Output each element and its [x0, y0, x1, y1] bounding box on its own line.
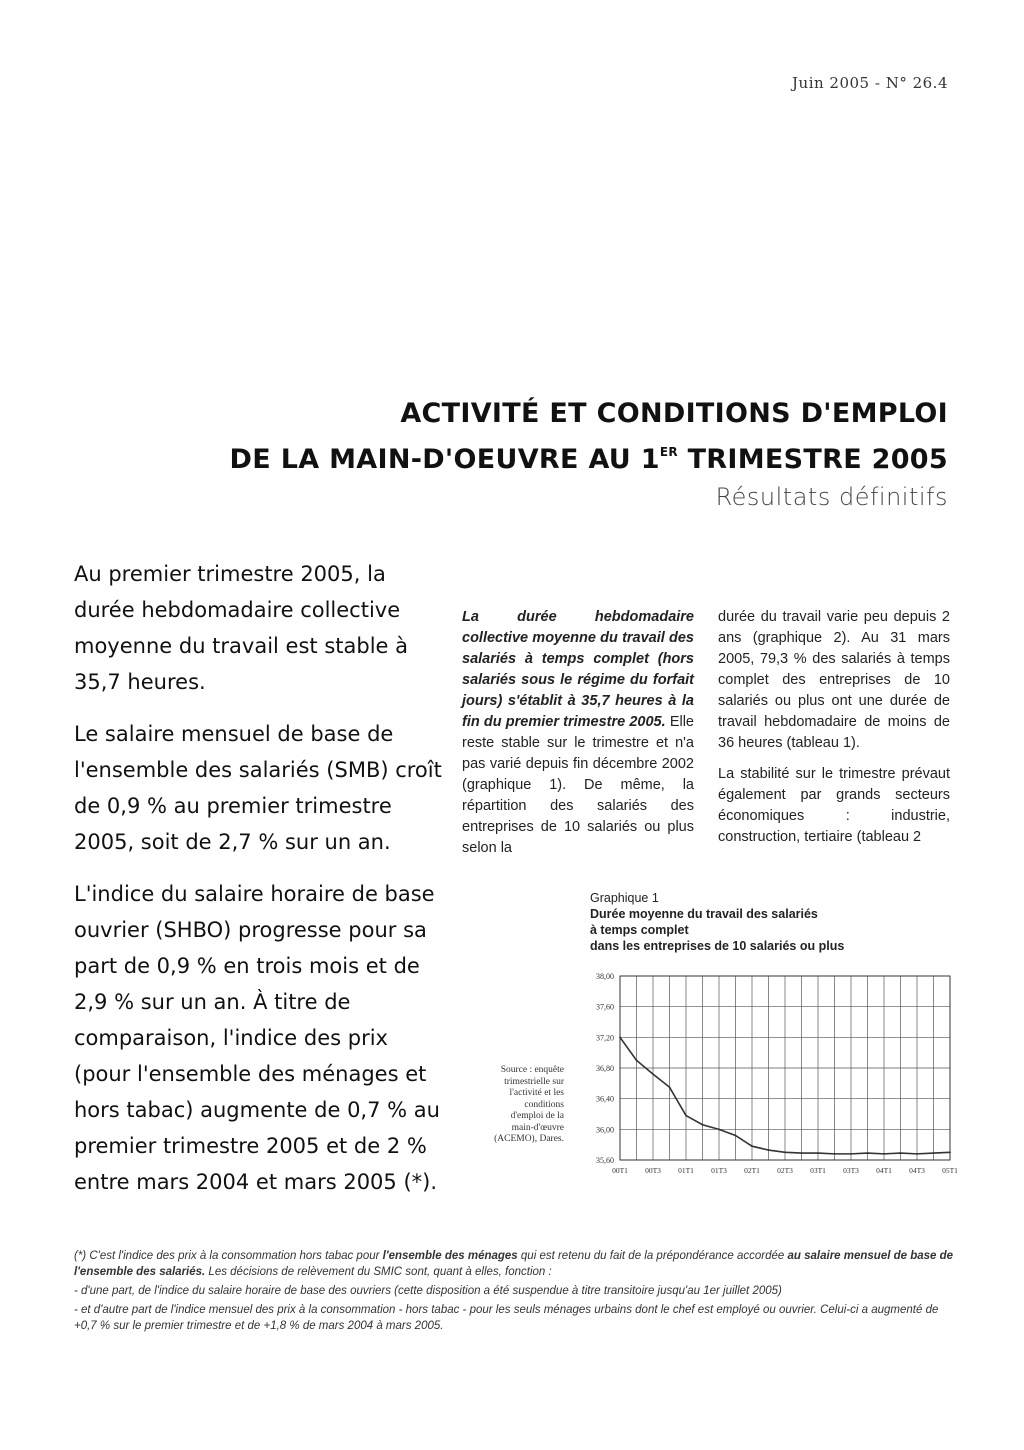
footnote — [74, 1248, 954, 1337]
data-point — [801, 1152, 803, 1154]
data-point — [817, 1152, 819, 1154]
page-subtitle: Résultats définitifs — [715, 483, 948, 511]
lead-text: La durée hebdomadaire collective moyenne du travail des salariés à temps complet (hors salariés sous le régime du forfait jours) s'établit à 35,7 heures à la fin du premier trimestre 2005. — [462, 609, 694, 730]
x-tick-label: 00T1 — [612, 1166, 628, 1175]
footnote-paragraph: (*) C'est l'indice des prix à la consommation hors tabac pour l'ensemble des ménages qui est retenu du fait de la prépondérance accordée au salaire mensuel de base de l'ensemble des salariés. Les décisions de relèvement du SMIC sont, quant à elles, fonction : — [74, 1250, 954, 1278]
data-point — [652, 1073, 654, 1075]
y-tick-label: 36,00 — [596, 1125, 614, 1135]
footnote-paragraph: - et d'autre part de l'indice mensuel des prix à la consommation - hors tabac - pour les seuls ménages urbains dont le chef est employé ou ouvrier. Celui-ci a augmenté de +0,7 % sur le premier trimestre et de +1,8 % de mars 2004 à mars 2005. — [74, 1304, 939, 1332]
body-paragraph: La stabilité sur le trimestre prévaut également par grands secteurs économiques : industrie, construction, tertiaire (tableau 2 — [718, 766, 950, 845]
data-point — [916, 1153, 918, 1155]
chart-label: Graphique 1 — [590, 891, 659, 905]
title-prefix: DE LA MAIN-D'OEUVRE AU 1 — [229, 444, 660, 475]
x-tick-label: 02T3 — [777, 1166, 793, 1175]
chart-source-note: Source : enquête trimestrielle sur l'activité et les conditions d'emploi de la main-d'œuvre (ACEMO), Dares. — [494, 1065, 564, 1144]
data-point — [685, 1115, 687, 1117]
title-block — [230, 395, 948, 511]
chart-title-line: dans les entreprises de 10 salariés ou plus — [590, 939, 845, 953]
chart-title-line: Durée moyenne du travail des salariés — [590, 907, 818, 921]
data-point — [702, 1124, 704, 1126]
data-point — [883, 1153, 885, 1155]
data-point — [718, 1128, 720, 1130]
title-suffix: TRIMESTRE 2005 — [677, 444, 948, 475]
x-tick-label: 01T1 — [678, 1166, 694, 1175]
body-column-2 — [718, 607, 950, 858]
y-tick-label: 35,60 — [596, 1156, 614, 1165]
x-tick-label: 04T3 — [909, 1166, 925, 1175]
data-point — [949, 1151, 951, 1153]
chart-title-line: à temps complet — [590, 923, 689, 937]
x-tick-label: 03T1 — [810, 1166, 826, 1175]
page-title-line-1: ACTIVITÉ ET CONDITIONS D'EMPLOI — [400, 398, 948, 429]
summary-paragraph: Au premier trimestre 2005, la durée hebdomadaire collective moyenne du travail est stable à 35,7 heures. — [74, 562, 409, 694]
x-tick-label: 00T3 — [645, 1166, 661, 1175]
title-superscript: ER — [659, 445, 678, 459]
body-paragraph: durée du travail varie peu depuis 2 ans (graphique 2). Au 31 mars 2005, 79,3 % des salariés à temps complet des entreprises de 10 salariés ou plus ont une durée de travail hebdomadaire de moins de 36 heures (tableau 1). — [718, 609, 950, 751]
data-point — [834, 1153, 836, 1155]
data-point — [751, 1145, 753, 1147]
chart-caption — [590, 890, 844, 954]
y-tick-label: 36,40 — [596, 1094, 614, 1104]
data-point — [768, 1149, 770, 1151]
data-point — [850, 1153, 852, 1155]
y-tick-label: 36,80 — [596, 1064, 614, 1073]
summary — [74, 556, 444, 1216]
x-tick-label: 02T1 — [744, 1166, 760, 1175]
data-point — [867, 1152, 869, 1154]
summary-paragraph: Le salaire mensuel de base de l'ensemble des salariés (SMB) croît de 0,9 % au premier trimestre 2005, soit de 2,7 % sur un an. — [74, 722, 442, 854]
issue-number: Juin 2005 - N° 26.4 — [792, 74, 948, 92]
y-tick-label: 38,00 — [596, 972, 614, 981]
data-point — [900, 1152, 902, 1154]
data-point — [636, 1059, 638, 1061]
body-column-1 — [462, 607, 694, 859]
summary-paragraph: L'indice du salaire horaire de base ouvrier (SHBO) progresse pour sa part de 0,9 % en trois mois et de 2,9 % sur un an. À titre de comparaison, l'indice des prix (pour l'ensemble des ménages et hors tabac) augmente de 0,7 % au premier trimestre 2005 et de 2 % entre mars 2004 et mars 2005 (*). — [74, 882, 440, 1194]
data-point — [933, 1152, 935, 1154]
y-tick-label: 37,20 — [596, 1033, 614, 1043]
page-title-line-2 — [230, 433, 948, 479]
x-tick-label: 03T3 — [843, 1166, 859, 1175]
y-tick-label: 37,60 — [596, 1002, 614, 1012]
data-point — [669, 1086, 671, 1088]
data-point — [619, 1036, 621, 1038]
x-tick-label: 04T1 — [876, 1166, 892, 1175]
data-point — [735, 1135, 737, 1137]
data-point — [784, 1151, 786, 1153]
x-tick-label: 05T1 — [942, 1166, 958, 1175]
x-tick-label: 01T3 — [711, 1166, 727, 1175]
body-text: Elle reste stable sur le trimestre et n'a pas varié depuis fin décembre 2002 (graphique 1). De même, la répartition des salariés des entreprises de 10 salariés ou plus selon la — [462, 714, 694, 856]
line-chart — [565, 968, 960, 1183]
footnote-paragraph: - d'une part, de l'indice du salaire horaire de base des ouvriers (cette disposition a été suspendue à titre transitoire jusqu'au 1er juillet 2005) — [74, 1285, 782, 1297]
